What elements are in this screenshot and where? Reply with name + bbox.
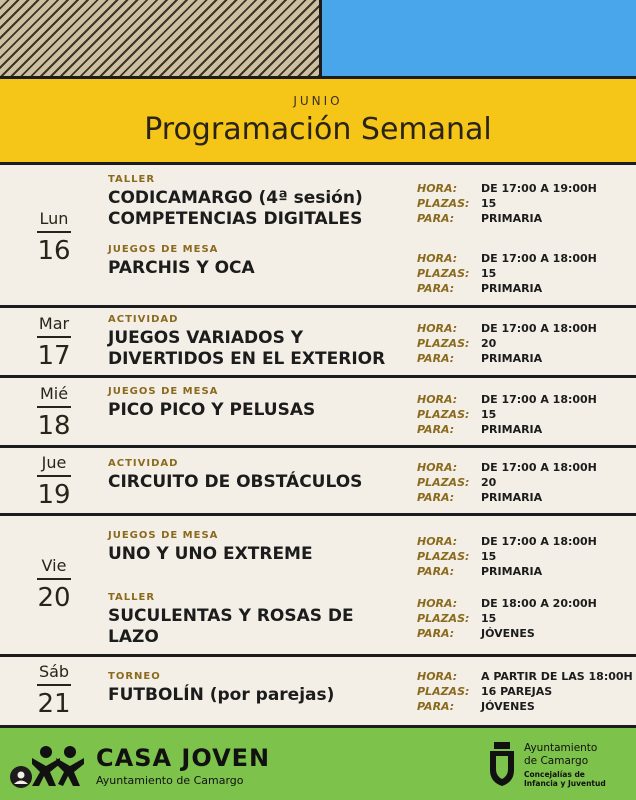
para-label: PARA: bbox=[417, 627, 455, 640]
day-label bbox=[0, 556, 108, 613]
para-value: JÓVENES bbox=[481, 700, 535, 713]
event-item bbox=[108, 592, 636, 652]
plazas-value: 15 bbox=[481, 550, 497, 563]
event-title: CODICAMARGO (4ª sesión) COMPETENCIAS DIGITALES bbox=[108, 188, 363, 229]
event-category: ACTIVIDAD bbox=[108, 314, 179, 325]
hora-label: HORA: bbox=[417, 252, 458, 265]
event-title: UNO Y UNO EXTREME bbox=[108, 544, 313, 564]
para-value: PRIMARIA bbox=[481, 565, 543, 578]
event-title: FUTBOLÍN (por parejas) bbox=[108, 685, 335, 705]
para-label: PARA: bbox=[417, 212, 455, 225]
hora-value: A PARTIR DE LAS 18:00H bbox=[481, 670, 633, 683]
day-name: Vie bbox=[41, 556, 67, 575]
para-value: PRIMARIA bbox=[481, 491, 543, 504]
event-item bbox=[108, 458, 636, 514]
event-category: JUEGOS DE MESA bbox=[108, 530, 219, 541]
day-name: Mar bbox=[38, 314, 70, 333]
day-name: Sáb bbox=[38, 662, 70, 681]
event-info bbox=[417, 534, 636, 579]
para-value: PRIMARIA bbox=[481, 352, 543, 365]
day-row-mie bbox=[0, 378, 636, 448]
day-row-jue bbox=[0, 448, 636, 516]
top-decorative-band bbox=[0, 0, 636, 78]
band-divider bbox=[319, 0, 322, 78]
event-title: JUEGOS VARIADOS Y DIVERTIDOS EN EL EXTERIOR bbox=[108, 328, 386, 369]
hora-label: HORA: bbox=[417, 597, 458, 610]
plazas-value: 20 bbox=[481, 476, 497, 489]
para-label: PARA: bbox=[417, 700, 455, 713]
plazas-label: PLAZAS: bbox=[417, 337, 470, 350]
event-info bbox=[417, 392, 636, 437]
blue-block bbox=[322, 0, 636, 78]
plazas-value: 20 bbox=[481, 337, 497, 350]
event-category: JUEGOS DE MESA bbox=[108, 244, 219, 255]
day-name: Jue bbox=[41, 453, 67, 472]
para-value: PRIMARIA bbox=[481, 212, 543, 225]
concejalias-line-1: Concejalías de bbox=[524, 770, 585, 779]
header-banner bbox=[0, 79, 636, 165]
event-item bbox=[108, 530, 636, 586]
event-item bbox=[108, 386, 636, 444]
day-label bbox=[0, 209, 108, 266]
hora-value: DE 17:00 A 18:00H bbox=[481, 252, 597, 265]
event-info bbox=[417, 596, 636, 641]
day-label bbox=[0, 662, 108, 719]
event-info bbox=[417, 460, 636, 505]
hora-label: HORA: bbox=[417, 393, 458, 406]
plazas-label: PLAZAS: bbox=[417, 550, 470, 563]
day-label bbox=[0, 453, 108, 510]
event-info bbox=[417, 669, 636, 714]
event-item bbox=[108, 314, 636, 374]
hora-label: HORA: bbox=[417, 322, 458, 335]
day-number: 19 bbox=[37, 480, 71, 510]
weekly-schedule bbox=[0, 167, 636, 725]
month-label: JUNIO bbox=[293, 94, 343, 108]
event-item bbox=[108, 174, 636, 234]
para-label: PARA: bbox=[417, 423, 455, 436]
event-title: PICO PICO Y PELUSAS bbox=[108, 400, 316, 420]
hora-value: DE 18:00 A 20:00H bbox=[481, 597, 597, 610]
hora-value: DE 17:00 A 18:00H bbox=[481, 461, 597, 474]
para-value: PRIMARIA bbox=[481, 282, 543, 295]
hora-label: HORA: bbox=[417, 670, 458, 683]
striped-pattern bbox=[0, 0, 322, 78]
day-number: 17 bbox=[37, 341, 71, 371]
plazas-label: PLAZAS: bbox=[417, 685, 470, 698]
para-value: PRIMARIA bbox=[481, 423, 543, 436]
casa-joven-logo-icon bbox=[30, 744, 86, 788]
plazas-value: 15 bbox=[481, 612, 497, 625]
concejalias-text bbox=[524, 770, 606, 788]
plazas-value: 15 bbox=[481, 408, 497, 421]
hora-value: DE 17:00 A 18:00H bbox=[481, 322, 597, 335]
para-value: JÓVENES bbox=[481, 627, 535, 640]
day-row-sab bbox=[0, 657, 636, 725]
para-label: PARA: bbox=[417, 282, 455, 295]
day-number: 20 bbox=[37, 583, 71, 613]
day-label bbox=[0, 314, 108, 371]
plazas-value: 16 PAREJAS bbox=[481, 685, 553, 698]
footer bbox=[0, 725, 636, 800]
coat-of-arms-icon bbox=[488, 742, 516, 786]
event-item bbox=[108, 244, 636, 304]
hora-label: HORA: bbox=[417, 461, 458, 474]
day-row-mar bbox=[0, 308, 636, 378]
event-category: TALLER bbox=[108, 174, 156, 185]
hora-value: DE 17:00 A 18:00H bbox=[481, 535, 597, 548]
plazas-label: PLAZAS: bbox=[417, 197, 470, 210]
event-category: ACTIVIDAD bbox=[108, 458, 179, 469]
page-title: Programación Semanal bbox=[144, 112, 492, 147]
plazas-label: PLAZAS: bbox=[417, 408, 470, 421]
event-info bbox=[417, 181, 636, 226]
plazas-value: 15 bbox=[481, 197, 497, 210]
para-label: PARA: bbox=[417, 491, 455, 504]
day-name: Mié bbox=[39, 384, 69, 403]
brand-subtitle: Ayuntamiento de Camargo bbox=[96, 774, 244, 787]
para-label: PARA: bbox=[417, 352, 455, 365]
ayuntamiento-name bbox=[524, 742, 597, 768]
hora-label: HORA: bbox=[417, 182, 458, 195]
day-row-lun bbox=[0, 167, 636, 308]
ayuntamiento-line-1: Ayuntamiento bbox=[524, 742, 598, 754]
plazas-label: PLAZAS: bbox=[417, 612, 470, 625]
concejalias-line-2: Infancia y Juventud bbox=[524, 779, 606, 788]
event-item bbox=[108, 671, 636, 721]
event-info bbox=[417, 251, 636, 296]
event-category: TALLER bbox=[108, 592, 156, 603]
event-category: JUEGOS DE MESA bbox=[108, 386, 219, 397]
ayuntamiento-line-2: de Camargo bbox=[524, 755, 589, 767]
event-title: PARCHIS Y OCA bbox=[108, 258, 255, 278]
event-category: TORNEO bbox=[108, 671, 161, 682]
plazas-value: 15 bbox=[481, 267, 497, 280]
day-number: 21 bbox=[37, 689, 71, 719]
hora-value: DE 17:00 A 19:00H bbox=[481, 182, 597, 195]
event-info bbox=[417, 321, 636, 366]
day-label bbox=[0, 384, 108, 441]
day-number: 18 bbox=[37, 411, 71, 441]
day-row-vie bbox=[0, 516, 636, 657]
day-name: Lun bbox=[39, 209, 69, 228]
event-title: SUCULENTAS Y ROSAS DE LAZO bbox=[108, 606, 354, 647]
event-title: CIRCUITO DE OBSTÁCULOS bbox=[108, 472, 363, 492]
profile-icon[interactable] bbox=[10, 766, 32, 788]
brand-name: CASA JOVEN bbox=[96, 744, 271, 772]
hora-label: HORA: bbox=[417, 535, 458, 548]
plazas-label: PLAZAS: bbox=[417, 476, 470, 489]
day-number: 16 bbox=[37, 236, 71, 266]
plazas-label: PLAZAS: bbox=[417, 267, 470, 280]
para-label: PARA: bbox=[417, 565, 455, 578]
hora-value: DE 17:00 A 18:00H bbox=[481, 393, 597, 406]
